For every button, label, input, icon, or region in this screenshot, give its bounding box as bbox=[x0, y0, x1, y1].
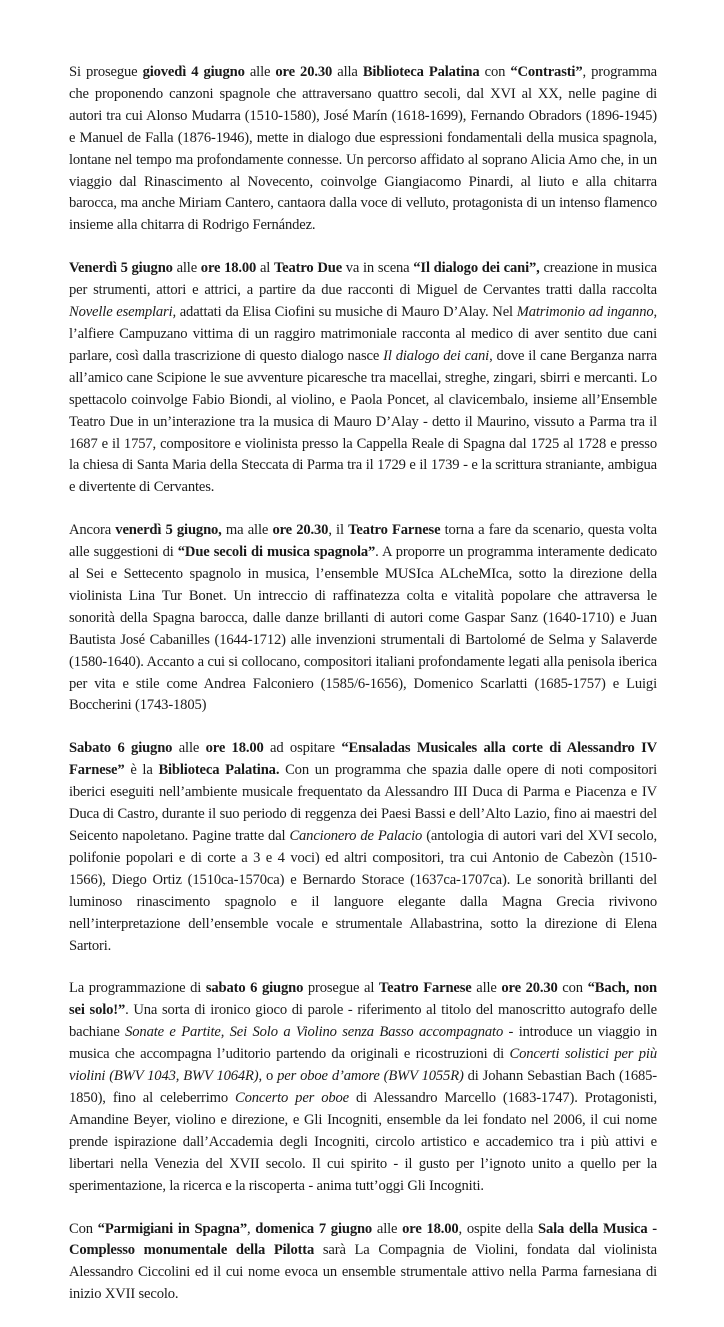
bold-text: “Ensaladas Musicales alla corte di Alessandro IV Farnese” bbox=[69, 740, 658, 779]
italic-text: Novelle esemplari, bbox=[69, 304, 176, 321]
body-text: , programma che proponendo canzoni spagnole che attraversano quattro secoli, dal XVI al XX, nelle pagine di autori tra cui Alonso Mudarra (1510-1580), José Marín (1618-1699), Fernando Obradors (1896-1945) e Manuel de Falla (1876-1946), mette in dialogo due espressioni fondamentali della musica spagnola, lontane nel tempo ma profondamente connesse. Un percorso affidato al soprano Alicia Amo che, in un viaggio dal Rinascimento al Novecento, coinvolge Giangiacomo Pinardi, al liuto e alla chitarra barocca, ma anche Miriam Cantero, cantaora dalla voce di velluto, protagonista di un intenso flamenco insieme alla chitarra di Rodrigo Fernández. bbox=[69, 64, 658, 234]
paragraph-1 bbox=[69, 62, 657, 237]
italic-text: per oboe d’amore (BWV 1055R) bbox=[277, 1068, 464, 1085]
body-text: alla bbox=[332, 64, 363, 80]
bold-text: domenica 7 giugno bbox=[255, 1220, 373, 1237]
bold-text: “Contrasti” bbox=[510, 64, 583, 80]
italic-text: Matrimonio ad inganno bbox=[516, 304, 654, 321]
italic-text: Cancionero de Palacio bbox=[289, 828, 423, 844]
body-text: . A proporre un programma interamente dedicato al Sei e Settecento spagnolo in musica, l’ensemble MUSIca ALcheMIca, sotto la direzione della violinista Lina Tur Bonet. Un intreccio di raffinatezza colta e vitalità popolare che attraversa le sonorità della Spagna barocca, dalle danze brillanti di autori come Gaspar Sanz (1640-1710) e Juan Bautista José Cabanilles (1644-1712) alle invenzioni strumentali di Bartolomé de Selma y Salaverde (1580-1640). Accanto a cui si collocano, compositori italiani profondamente legati alla penisola iberica per vita e stile come Andrea Falconiero (1585/6-1656), Domenico Scarlatti (1685-1757) e Luigi Boccherini (1743-1805) bbox=[69, 544, 657, 714]
body-text: Con un programma che spazia dalle opere di noti compositori iberici eseguiti nell’ambiente musicale frequentato da Alessandro III Duca di Parma e Piacenza e IV Duca di Castro, durante il suo periodo di reggenza dei Paesi Bassi e dell’Alto Lazio, fino ai maestri del Seicento napoletano. Pagine tratte dal bbox=[69, 762, 657, 844]
bold-text: “Bach, non sei solo!” bbox=[69, 980, 657, 1019]
body-text: prosegue al bbox=[303, 980, 379, 997]
bold-text: “Parmigiani in Spagna” bbox=[97, 1220, 247, 1237]
body-text: , dove il cane Berganza narra all’amico cane Scipione le sue avventure picaresche tra macellai, streghe, zingari, sbirri e mercanti. Lo spettacolo coinvolge Fabio Biondi, al violino, e Paola Poncet, al clavicembalo, insieme all’Ensemble Teatro Due in un’interazione tra la musica di Mauro D’Alay - detto il Maurino, vissuto a Parma tra il 1687 e il 1757, compositore e violinista presso la Cappella Reale di Spagna dal 1725 al 1728 e presso la chiesa di Santa Maria della Steccata di Parma tra il 1729 e il 1739 - e la scrittura straniante, ambigua e divertente di Cervantes. bbox=[69, 347, 657, 496]
body-text: ma alle bbox=[221, 522, 273, 539]
bold-text: Venerdì 5 giugno bbox=[69, 260, 173, 277]
body-text: . Una sorta di ironico gioco di parole - riferimento al titolo del manoscritto autografo delle bachiane bbox=[69, 1002, 657, 1041]
body-text: , bbox=[246, 1220, 256, 1237]
body-text: , o bbox=[258, 1068, 278, 1085]
body-text: , l’alfiere Campuzano vittima di un raggiro matrimoniale racconta al medico di aver sentito due cani parlare, così dalla trascrizione di questo dialogo nasce bbox=[69, 304, 657, 364]
body-text: alle bbox=[172, 260, 201, 277]
italic-text: Il dialogo dei cani bbox=[383, 347, 490, 364]
body-text: adattati da Elisa Ciofini su musiche di Mauro D’Alay. Nel bbox=[175, 304, 517, 321]
body-text: , il bbox=[328, 522, 349, 539]
body-text: torna a fare da scenario, questa volta alle suggestioni di bbox=[69, 522, 657, 561]
bold-text: giovedì 4 giugno bbox=[142, 64, 245, 80]
paragraph-2 bbox=[69, 258, 657, 499]
paragraph-4 bbox=[69, 738, 657, 957]
body-text: ad ospitare bbox=[263, 740, 342, 757]
body-text: di Alessandro Marcello (1683-1747). Protagonisti, Amandine Beyer, violino e direzione, e Gli Incogniti, ensemble da lei fondato nel 2006, il cui nome prende ispirazione dall’Accademia degli Incogniti, circolo artistico e accademico tra i più attivi e libertari nella Venezia del XVII secolo. Il cui spirito - il gusto per l’ignoto unito a quello per la sperimentazione, la ricerca e la riscoperta - anima tutt’oggi Gli Incogniti. bbox=[69, 1089, 657, 1194]
bold-text: Sala della Musica - Complesso monumentale della Pilotta bbox=[69, 1220, 657, 1259]
body-text: di Johann Sebastian Bach (1685-1850), fino al celeberrimo bbox=[69, 1068, 657, 1106]
body-text: Si prosegue bbox=[69, 64, 143, 80]
body-text: alle bbox=[244, 64, 276, 80]
paragraph-3 bbox=[69, 520, 657, 717]
body-text: alle bbox=[372, 1220, 403, 1237]
bold-text: ore 20.30 bbox=[272, 522, 329, 539]
body-text: creazione in musica per strumenti, attori e attrici, a partire da due racconti di Miguel de Cervantes tratti dalla raccolta bbox=[69, 260, 657, 299]
paragraph-5 bbox=[69, 978, 657, 1197]
body-text: alle bbox=[471, 980, 502, 997]
body-text: , ospite della bbox=[458, 1220, 538, 1237]
bold-text: ore 18.00 bbox=[402, 1220, 459, 1237]
body-text: Con bbox=[69, 1220, 98, 1237]
body-text: è la bbox=[124, 762, 159, 779]
bold-text: ore 20.30 bbox=[501, 980, 558, 997]
body-text: con bbox=[479, 64, 511, 80]
document-page bbox=[69, 62, 657, 1327]
body-text: La programmazione di bbox=[69, 980, 206, 997]
bold-text: ore 20.30 bbox=[275, 64, 333, 80]
italic-text: Concerto per oboe bbox=[235, 1089, 349, 1106]
paragraph-6 bbox=[69, 1219, 657, 1307]
italic-text: Sonate e Partite, Sei Solo a Violino senza Basso accompagnato bbox=[125, 1024, 504, 1041]
bold-text: Biblioteca Palatina. bbox=[158, 762, 280, 779]
bold-text: sabato 6 giugno bbox=[205, 980, 304, 997]
body-text: Ancora bbox=[69, 522, 116, 539]
body-text: - introduce un viaggio in musica che accompagna l’uditorio partendo da originali e ricostruzioni di bbox=[69, 1024, 657, 1063]
bold-text: Biblioteca Palatina bbox=[362, 64, 480, 80]
body-text: (antologia di autori vari del XVI secolo, polifonie popolari e di corte a 3 e 4 voci) ed altri compositori, tra cui Antonio de Cabezòn (1510-1566), Diego Ortiz (1510ca-1570ca) e Bernardo Storace (1637ca-1707ca). Le sonorità brillanti del luminoso rinascimento spagnolo e il languore elegante dalla Magna Grecia rivivono nell’interpretazione dell’ensemble vocale e strumentale Allabastrina, sotto la direzione di Elena Sartori. bbox=[69, 828, 657, 954]
body-text: al bbox=[256, 260, 274, 277]
bold-text: venerdì 5 giugno, bbox=[115, 522, 222, 539]
body-text: alle bbox=[172, 740, 206, 757]
italic-text: Concerti solistici per più violini (BWV 1043, BWV 1064R) bbox=[69, 1046, 657, 1085]
bold-text: Teatro Due bbox=[273, 260, 343, 277]
bold-text: Sabato 6 giugno bbox=[69, 740, 173, 757]
bold-text: “Il dialogo dei cani”, bbox=[413, 260, 540, 277]
bold-text: Teatro Farnese bbox=[378, 980, 472, 997]
body-text: sarà La Compagnia de Violini, fondata dal violinista Alessandro Ciccolini ed il cui nome evoca un ensemble strumentale attivo nella Parma farnesiana di inizio XVII secolo. bbox=[69, 1242, 657, 1303]
bold-text: Teatro Farnese bbox=[348, 522, 441, 539]
bold-text: ore 18.00 bbox=[205, 740, 264, 757]
body-text: va in scena bbox=[342, 260, 414, 277]
bold-text: ore 18.00 bbox=[200, 260, 257, 277]
body-text: con bbox=[557, 980, 588, 997]
bold-text: “Due secoli di musica spagnola” bbox=[177, 544, 376, 561]
